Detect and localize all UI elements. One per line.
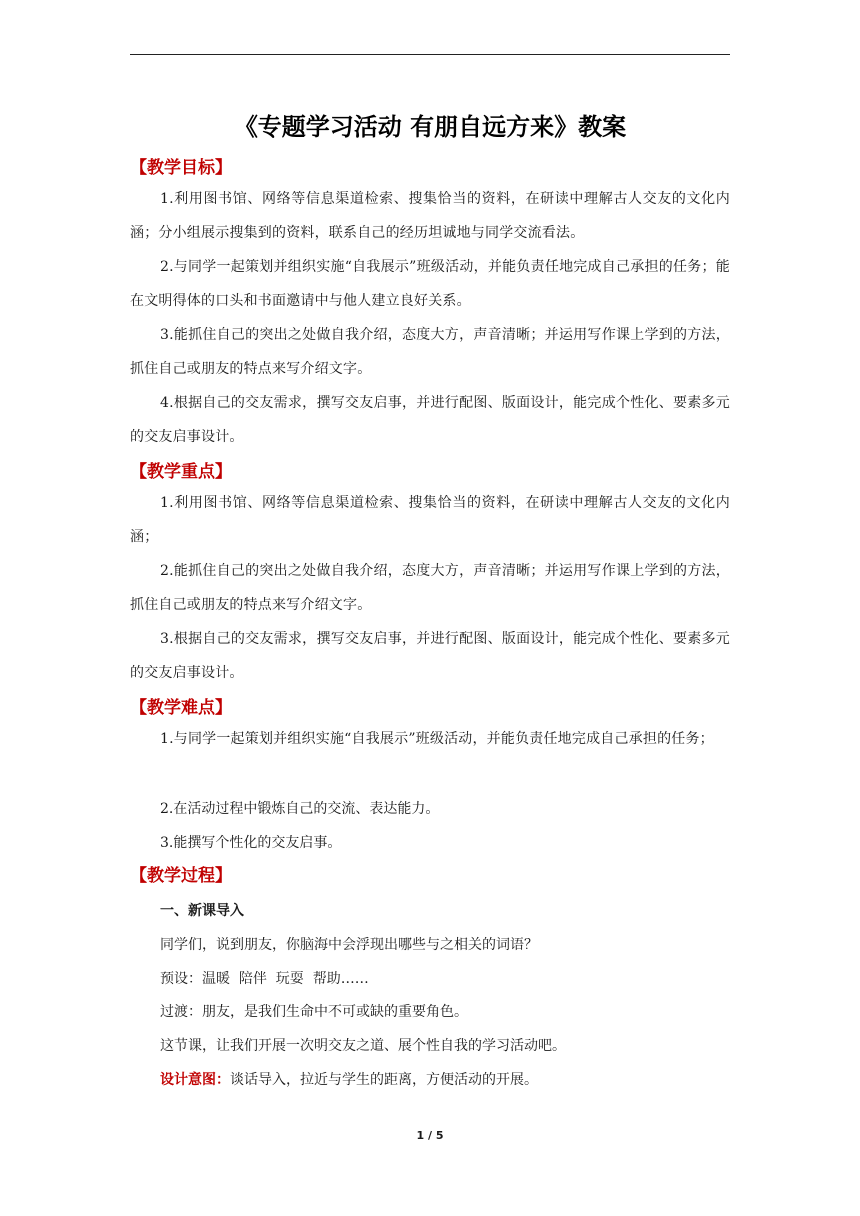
difficulty-item-2: 2.在活动过程中锻炼自己的交流、表达能力。	[160, 801, 440, 817]
design-intent-label: 设计意图：	[160, 1072, 230, 1088]
objective-item-1: 1.利用图书馆、网络等信息渠道检索、搜集恰当的资料，在研读中理解古人交友的文化内涵；分小组展示搜集到的资料，联系自己的经历坦诚地与同学交流看法。	[130, 191, 730, 241]
objective-item-2: 2.与同学一起策划并组织实施“自我展示”班级活动，并能负责任地完成自己承担的任务；能在文明得体的口头和书面邀请中与他人建立良好关系。	[130, 259, 730, 309]
header-rule	[130, 54, 730, 55]
section-heading-objectives: 【教学目标】	[130, 158, 232, 178]
process-line-1: 同学们，说到朋友，你脑海中会浮现出哪些与之相关的词语？	[160, 937, 538, 953]
design-intent-text: 谈话导入，拉近与学生的距离，方便活动的开展。	[230, 1072, 538, 1088]
difficulty-item-3: 3.能撰写个性化的交友启事。	[160, 835, 342, 851]
objective-item-4: 4.根据自己的交友需求，撰写交友启事，并进行配图、版面设计，能完成个性化、要素多元的交友启事设计。	[130, 395, 730, 445]
section-heading-key-points: 【教学重点】	[130, 462, 232, 482]
section-heading-process: 【教学过程】	[130, 866, 232, 886]
page-title: 《专题学习活动 有朋自远方来》教案	[233, 113, 627, 141]
section-heading-difficulties: 【教学难点】	[130, 698, 232, 718]
key-point-item-1: 1.利用图书馆、网络等信息渠道检索、搜集恰当的资料，在研读中理解古人交友的文化内涵；	[130, 495, 730, 545]
key-point-item-3: 3.根据自己的交友需求，撰写交友启事，并进行配图、版面设计，能完成个性化、要素多元的交友启事设计。	[130, 631, 730, 681]
process-line-2: 预设：温暖 陪伴 玩耍 帮助……	[160, 971, 369, 987]
process-line-4: 这节课，让我们开展一次明交友之道、展个性自我的学习活动吧。	[160, 1038, 566, 1054]
process-line-3: 过渡：朋友，是我们生命中不可或缺的重要角色。	[160, 1004, 468, 1020]
subsection-heading-intro: 一、新课导入	[160, 903, 244, 919]
objective-item-3: 3.能抓住自己的突出之处做自我介绍，态度大方，声音清晰；并运用写作课上学到的方法，抓住自己或朋友的特点来写介绍文字。	[130, 327, 730, 377]
key-point-item-2: 2.能抓住自己的突出之处做自我介绍，态度大方，声音清晰；并运用写作课上学到的方法，抓住自己或朋友的特点来写介绍文字。	[130, 563, 730, 613]
design-intent	[160, 1068, 538, 1092]
difficulty-item-1: 1.与同学一起策划并组织实施“自我展示”班级活动，并能负责任地完成自己承担的任务；	[160, 731, 714, 747]
page-indicator: 1 / 5	[416, 1129, 444, 1142]
